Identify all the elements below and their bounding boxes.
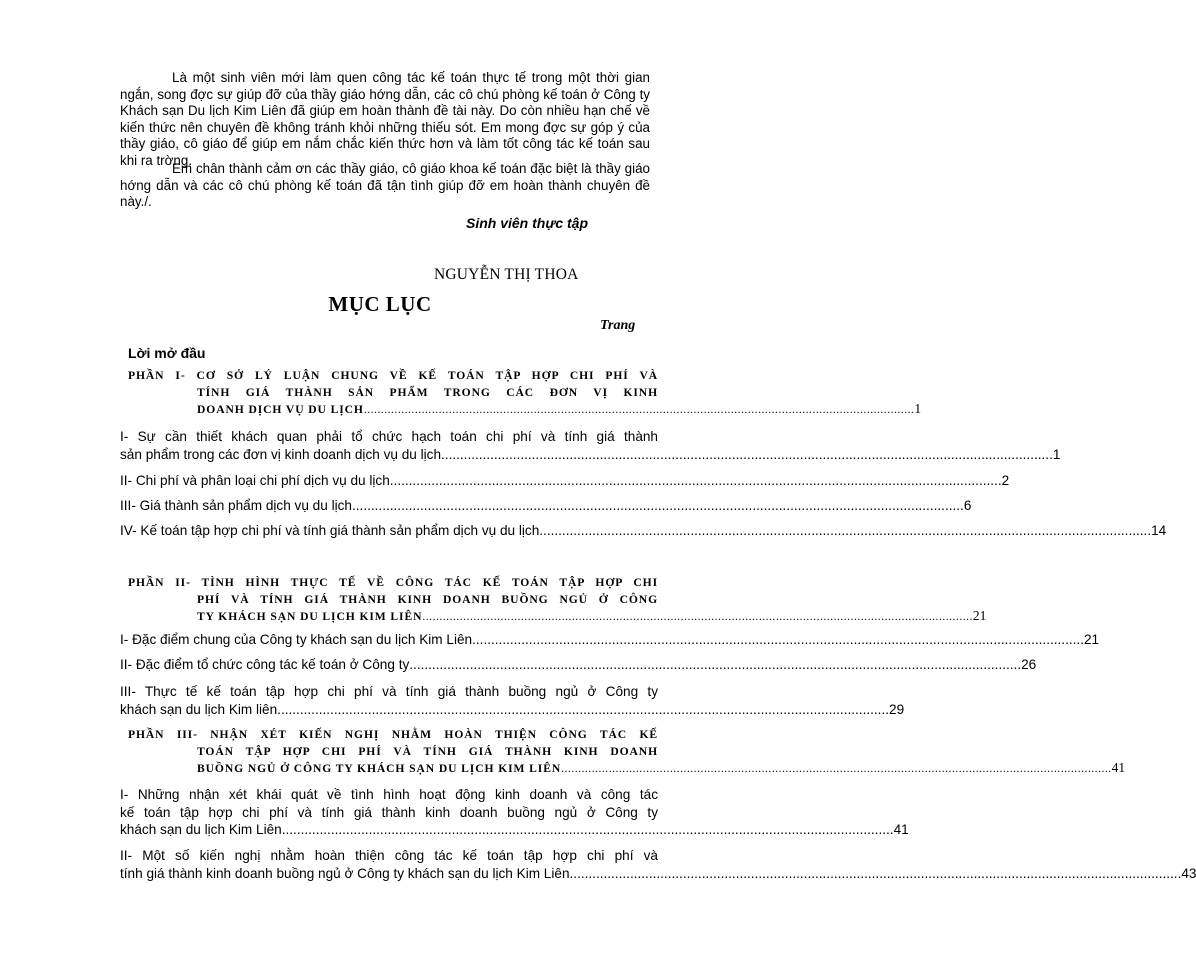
toc-item	[120, 472, 1010, 490]
toc-page-number: 29	[889, 701, 905, 717]
toc-intro: Lời mở đầu	[128, 345, 206, 361]
acknowledgement-paragraph-1: Là một sinh viên mới làm quen công tác kế toán thực tế trong một thời gian ngắn, song đợc sự giúp đỡ của thầy giáo hớng dẫn, các cô chú phòng kế toán ở Công ty Khách sạn Du lịch Kim Liên đã giúp em hoàn thành đề tài này. Do còn nhiều hạn chế về kiến thức nên chuyên đề không tránh khỏi những thiếu sót. Em mong đợc sự góp ý của thầy giáo, cô giáo để giúp em nắm chắc kiến thức hơn và làm tốt công tác kế toán sau khi ra trờng.	[120, 70, 650, 168]
toc-part-line: PHẦN III- NHẬN XÉT KIẾN NGHỊ NHẰM HOÀN THIỆN CÔNG TÁC KẾ	[128, 728, 658, 741]
toc-item-line: I- Sự cần thiết khách quan phải tổ chức hạch toán chi phí và tính giá thành	[120, 429, 658, 444]
toc-item-line: sản phẩm trong các đơn vị kinh doanh dịch vụ du lịch	[120, 446, 442, 462]
toc-item-line: khách sạn du lịch Kim Liên	[120, 822, 282, 837]
toc-item	[120, 683, 905, 718]
toc-item-line: II- Một số kiến nghị nhằm hoàn thiện công tác kế toán tập hợp chi phí và	[120, 848, 658, 863]
toc-page-number: 21	[1083, 632, 1100, 647]
toc-page-number: 1	[914, 401, 922, 416]
toc-leader-dots: ..................................................................................................................................................................	[351, 498, 964, 513]
signer-name: NGUYỄN THỊ THOA	[434, 266, 579, 283]
toc-item	[120, 656, 1037, 674]
toc-page-number: 43	[1181, 865, 1196, 881]
toc-item	[120, 522, 1167, 540]
toc-leader-dots: ..................................................................................................................................................................	[422, 610, 973, 623]
toc-page-number: 41	[893, 822, 909, 837]
toc-part-line: PHẦN II- TÌNH HÌNH THỰC TẾ VỀ CÔNG TÁC KẾ TOÁN TẬP HỢP CHI	[128, 576, 658, 589]
toc-part-line: BUỒNG NGỦ Ở CÔNG TY KHÁCH SẠN DU LỊCH KIM LIÊN	[197, 762, 562, 775]
toc-part-3	[120, 727, 1126, 778]
toc-leader-dots: ..................................................................................................................................................................	[569, 865, 1182, 881]
toc-leader-dots: ..................................................................................................................................................................	[389, 473, 1002, 488]
acknowledgement-paragraph-2: Em chân thành cảm ơn các thầy giáo, cô giáo khoa kế toán đặc biệt là thầy giáo hớng dẫn và các cô chú phòng kế toán đã tận tình giúp đỡ em hoàn thành chuyên đề này./.	[120, 161, 650, 210]
toc-part-line: TY KHÁCH SẠN DU LỊCH KIM LIÊN	[197, 610, 423, 623]
toc-page-number: 1	[1052, 446, 1061, 462]
signer-title: Sinh viên thực tập	[466, 215, 589, 231]
toc-leader-dots: ..................................................................................................................................................................	[441, 446, 1053, 462]
toc-item	[120, 428, 1061, 463]
toc-part-line: TÍNH GIÁ THÀNH SẢN PHẨM TRONG CÁC ĐƠN VỊ KINH	[197, 385, 658, 399]
toc-leader-dots: ..................................................................................................................................................................	[363, 403, 915, 416]
toc-item-line: I- Đặc điểm chung của Công ty khách sạn du lịch Kim Liên	[120, 632, 473, 647]
toc-item-line: khách sạn du lịch Kim liên	[120, 701, 278, 717]
toc-heading: MỤC LỤC	[328, 292, 432, 316]
toc-leader-dots: ..................................................................................................................................................................	[539, 523, 1152, 538]
toc-page-column-label: Trang	[600, 318, 636, 333]
toc-item	[120, 786, 909, 839]
toc-part-2	[120, 575, 987, 626]
toc-item-line: kế toán tập hợp chi phí và tính giá thành kinh doanh buồng ngủ ở Công ty	[120, 804, 658, 820]
toc-item-line: tính giá thành kinh doanh buồng ngủ ở Công ty khách sạn du lịch Kim Liên	[120, 865, 570, 881]
toc-page-number: 41	[1111, 760, 1126, 775]
toc-item-line: III- Thực tế kế toán tập hợp chi phí và tính giá thành buồng ngủ ở Công ty	[120, 684, 658, 699]
toc-leader-dots: ..................................................................................................................................................................	[277, 701, 890, 717]
toc-part-line: TOÁN TẬP HỢP CHI PHÍ VÀ TÍNH GIÁ THÀNH KINH DOANH	[197, 744, 658, 758]
toc-leader-dots: ..................................................................................................................................................................	[409, 657, 1022, 672]
toc-item	[120, 847, 1196, 882]
toc-part-1	[120, 368, 922, 419]
toc-item	[120, 497, 972, 515]
toc-leader-dots: ..................................................................................................................................................................	[561, 762, 1112, 775]
toc-page-number: 14	[1151, 523, 1167, 538]
toc-page-number: 6	[963, 498, 972, 513]
toc-part-line: PHÍ VÀ TÍNH GIÁ THÀNH KINH DOANH BUỒNG NGỦ Ở CÔNG	[197, 592, 658, 606]
toc-item-line: I- Những nhận xét khái quát về tình hình hoạt động kinh doanh và công tác	[120, 787, 658, 802]
toc-page-number: 21	[972, 608, 987, 623]
toc-item-line: IV- Kế toán tập hợp chi phí và tính giá thành sản phẩm dịch vụ du lịch	[120, 523, 540, 538]
toc-leader-dots: ..................................................................................................................................................................	[472, 632, 1084, 647]
toc-leader-dots: ..................................................................................................................................................................	[281, 822, 894, 837]
toc-item	[120, 631, 1100, 649]
toc-page-number: 26	[1021, 657, 1037, 672]
toc-item-line: III- Giá thành sản phẩm dịch vụ du lịch	[120, 498, 352, 513]
toc-item-line: II- Chi phí và phân loại chi phí dịch vụ du lịch	[120, 473, 390, 488]
toc-page-number: 2	[1001, 473, 1010, 488]
toc-part-line: PHẦN I- CƠ SỞ LÝ LUẬN CHUNG VỀ KẾ TOÁN TẬP HỢP CHI PHÍ VÀ	[128, 369, 658, 382]
toc-item-line: II- Đặc điểm tổ chức công tác kế toán ở Công ty	[120, 657, 410, 672]
toc-part-line: DOANH DỊCH VỤ DU LỊCH	[197, 403, 364, 416]
